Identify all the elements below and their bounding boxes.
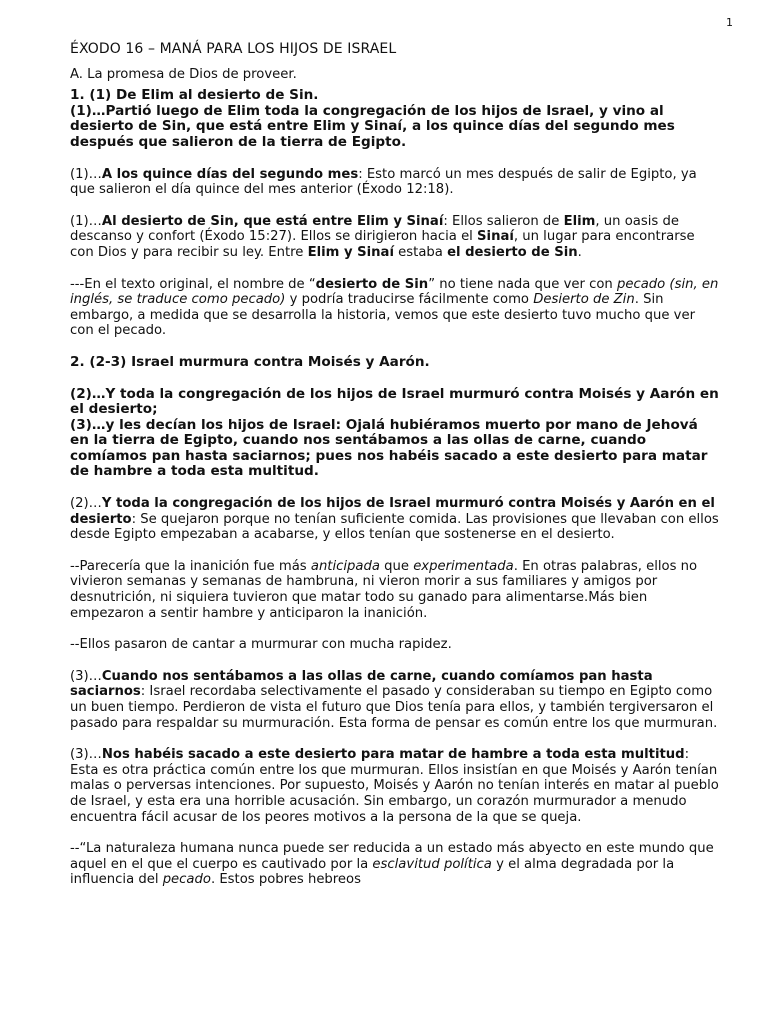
- document-body: [70, 42, 720, 904]
- verse-3: (3)…y les decían los hijos de Israel: Ojalá hubiéramos muerto por mano de Jehová en la tierra de Egipto, cuando nos sentábamos a las ollas de carne, cuando comíamos pan hasta saciarnos; pues nos habéis sacado a este desierto para matar de hambre a toda esta multitud.: [70, 416, 708, 480]
- point-heading-1: 1. (1) De Elim al desierto de Sin.: [70, 87, 319, 104]
- commentary-1: (1)…A los quince días del segundo mes: Esto marcó un mes después de salir de Egipto, ya que salieron el día quince del mes anterior (Éxodo 12:18).: [70, 166, 697, 198]
- commentary-3: ---En el texto original, el nombre de “desierto de Sin” no tiene nada que ver con pecado (sin, en inglés, se traduce como pecado) y podría traducirse fácilmente como Desierto de Zin. Sin embargo, a medida que se desarrolla la historia, vemos que este desierto tuvo mucho que ver con el pecado.: [70, 276, 719, 339]
- verse-1: (1)…Partió luego de Elim toda la congregación de los hijos de Israel, y vino al desierto de Sin, que está entre Elim y Sinaí, a los quince días del segundo mes después que salieron de la tierra de Egipto.: [70, 102, 675, 150]
- commentary-8: (3)…Nos habéis sacado a este desierto para matar de hambre a toda esta multitud: Esta es otra práctica común entre los que murmuran. Ellos insistían en que Moisés y Aarón tenían malas o perversas intenciones. Por supuesto, Moisés y Aarón no tenían interés en matar al pueblo de Israel, y esta era una horrible acusación. Sin embargo, un corazón murmurador a menudo encuentra fácil acusar de los peores motivos a la persona de la que se queja.: [70, 747, 719, 825]
- verse-2: (2)…Y toda la congregación de los hijos de Israel murmuró contra Moisés y Aarón en el desierto;: [70, 385, 719, 418]
- commentary-9: --“La naturaleza humana nunca puede ser reducida a un estado más abyecto en este mundo que aquel en el que el cuerpo es cautivado por la esclavitud política y el alma degradada por la influencia del pecado. Estos pobres hebreos: [70, 841, 714, 888]
- commentary-2: (1)…Al desierto de Sin, que está entre Elim y Sinaí: Ellos salieron de Elim, un oasis de descanso y confort (Éxodo 15:27). Ellos se dirigieron hacia el Sinaí, un lugar para encontrarse con Dios y para recibir su ley. Entre Elim y Sinaí estaba el desierto de Sin.: [70, 213, 695, 260]
- commentary-6: --Ellos pasaron de cantar a murmurar con mucha rapidez.: [70, 637, 452, 653]
- page-number: 1: [726, 16, 733, 29]
- commentary-7: (3)…Cuando nos sentábamos a las ollas de carne, cuando comíamos pan hasta saciarnos: Israel recordaba selectivamente el pasado y consideraban su tiempo en Egipto como un buen tiempo. Perdieron de vista el futuro que Dios tenía para ellos, y también tergiversaron el pasado para respaldar su murmuración. Esta forma de pensar es común entre los que murmuran.: [70, 668, 718, 731]
- commentary-5: --Parecería que la inanición fue más anticipada que experimentada. En otras palabras, ellos no vivieron semanas y semanas de hambruna, ni vieron morir a sus familiares y amigos por desnutrición, ni siquiera tuvieron que matar todo su ganado para alimentarse.Más bien empezaron a sentir hambre y anticiparon la inanición.: [70, 558, 698, 621]
- section-heading-a: A. La promesa de Dios de proveer.: [70, 66, 297, 82]
- commentary-4: (2)…Y toda la congregación de los hijos de Israel murmuró contra Moisés y Aarón en el desierto: Se quejaron porque no tenían suficiente comida. Las provisiones que llevaban con ellos desde Egipto empezaban a acabarse, y ellos tenían que sostenerse en el desierto.: [70, 496, 719, 543]
- point-heading-2: 2. (2-3) Israel murmura contra Moisés y Aarón.: [70, 353, 430, 370]
- page-title: ÉXODO 16 – MANÁ PARA LOS HIJOS DE ISRAEL: [70, 41, 397, 57]
